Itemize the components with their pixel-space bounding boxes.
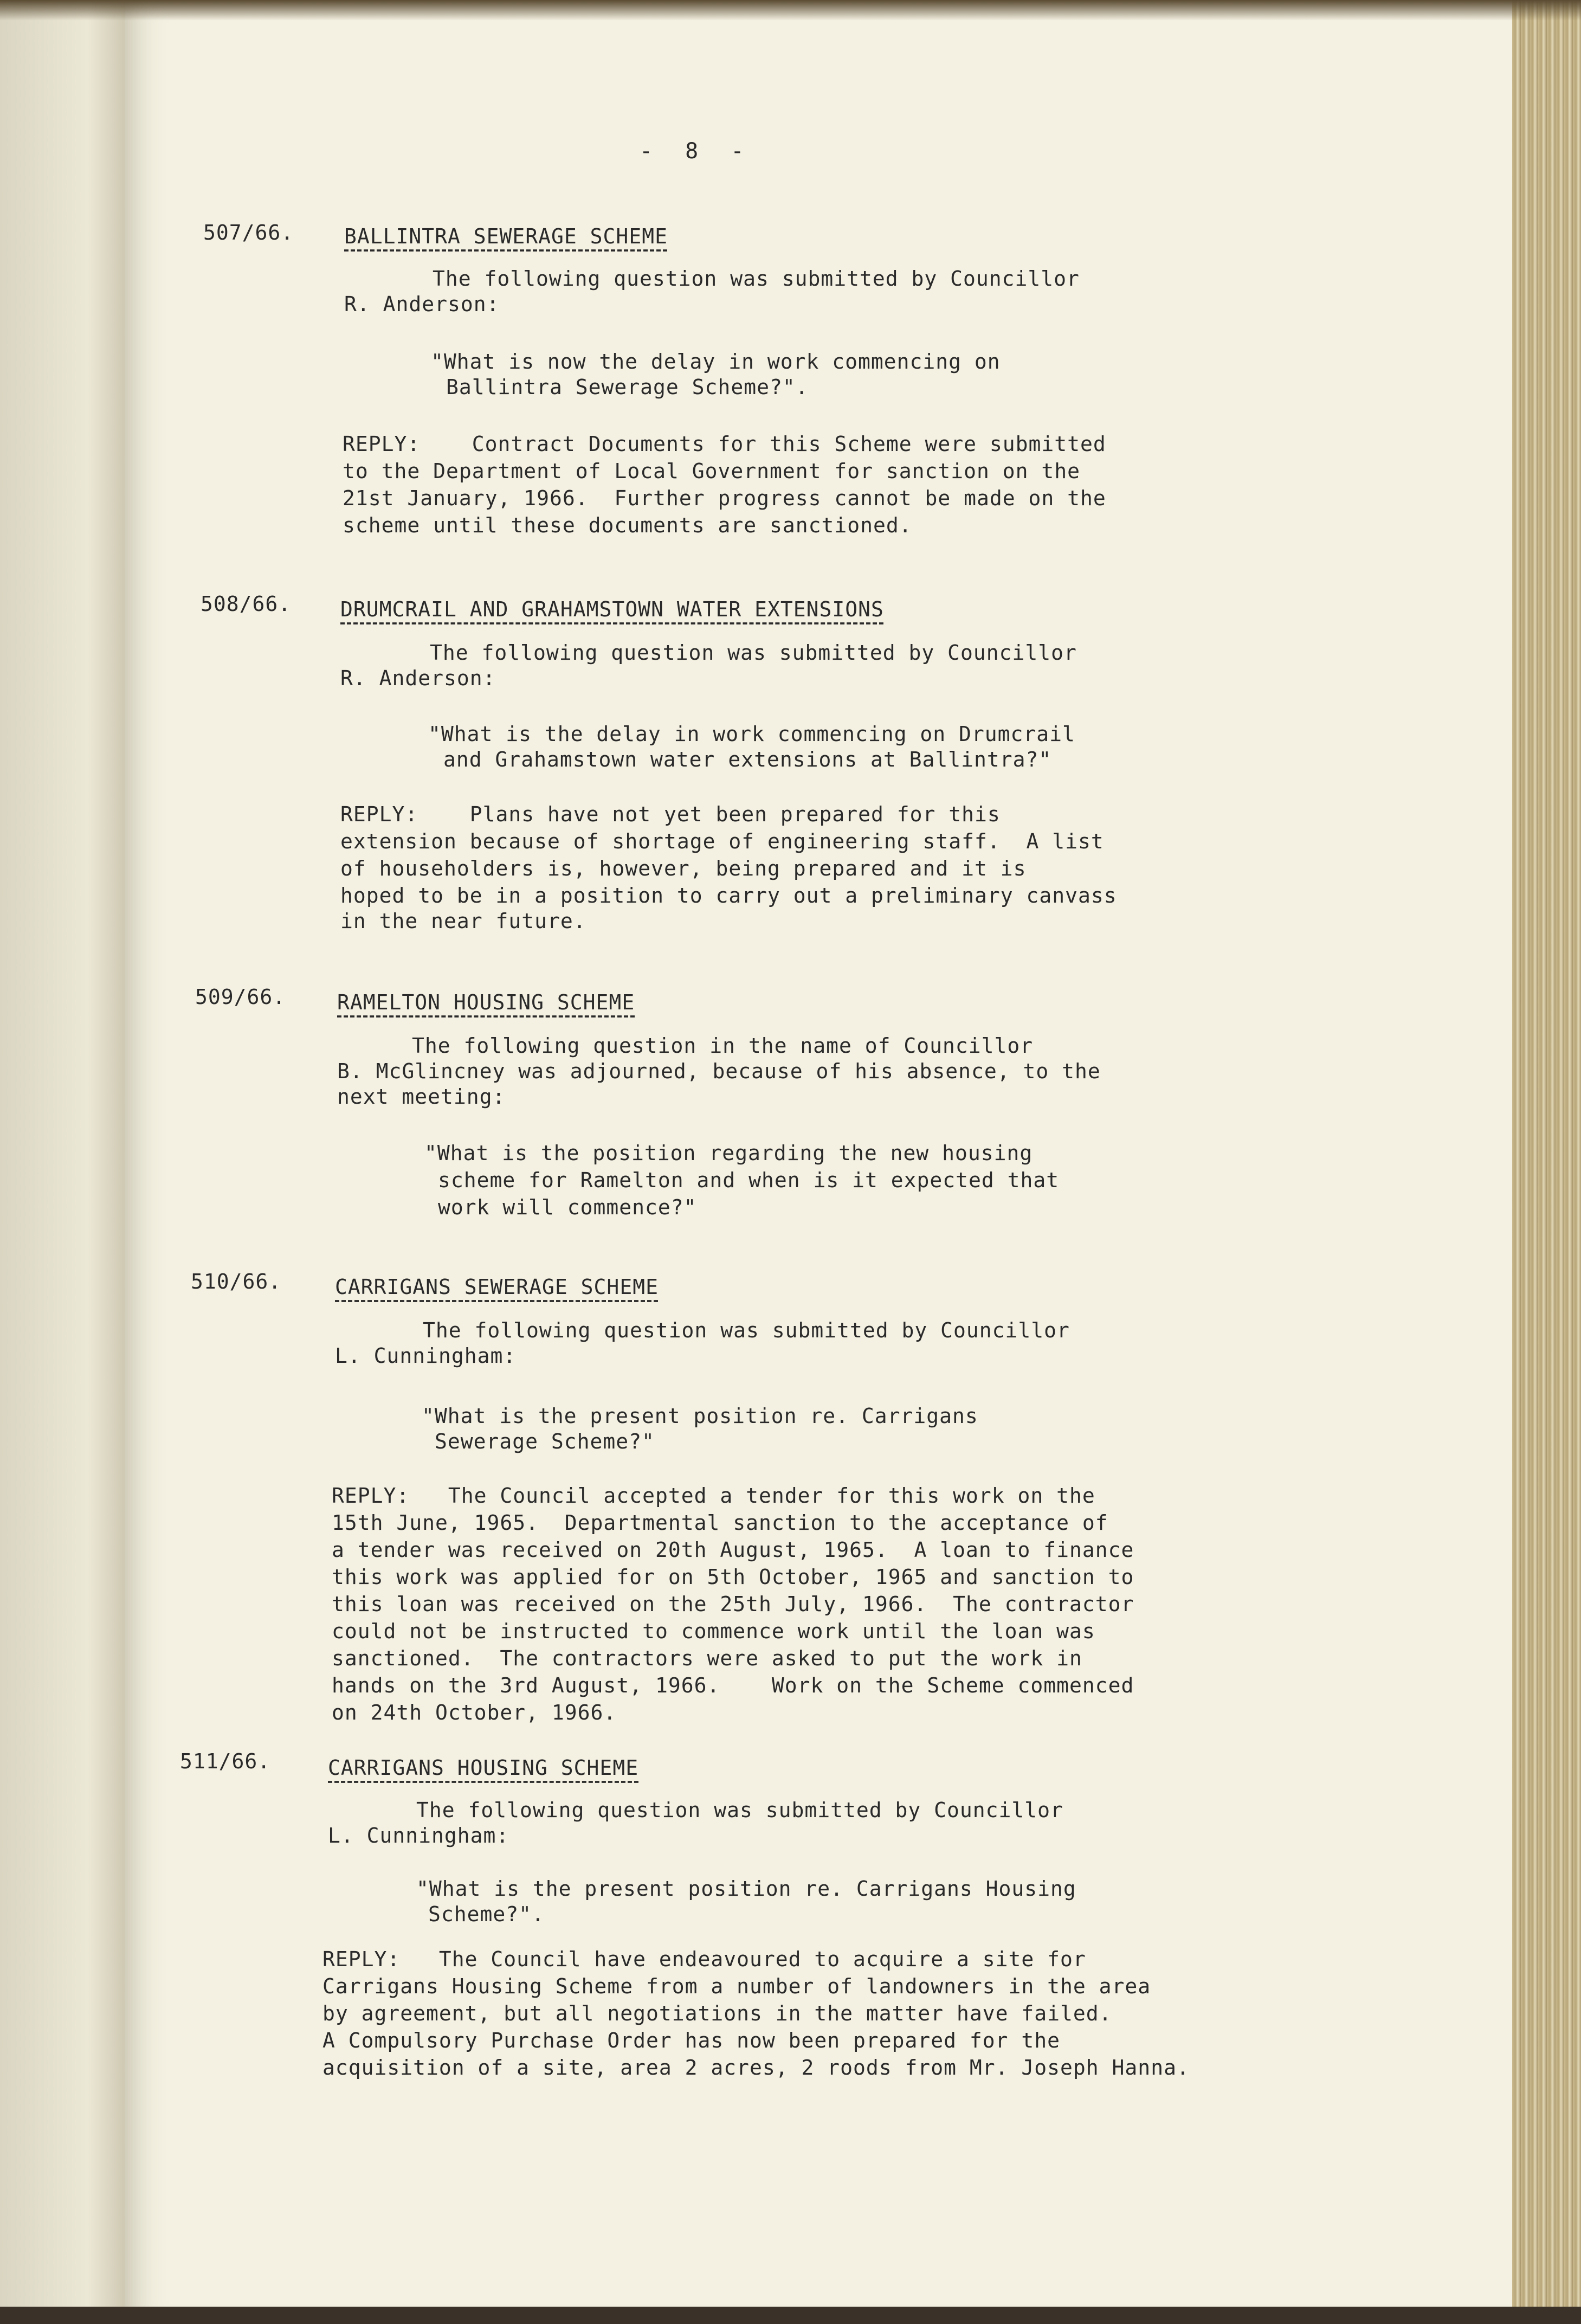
- reply-line: on 24th October, 1966.: [332, 1701, 617, 1724]
- reply-line: hands on the 3rd August, 1966. Work on the Scheme commenced: [332, 1673, 1134, 1697]
- intro-line: B. McGlincney was adjourned, because of his absence, to the: [337, 1059, 1101, 1083]
- intro-line: The following question was submitted by Councillor: [416, 1798, 1063, 1822]
- question-line: and Grahamstown water extensions at Ballintra?": [443, 748, 1052, 771]
- section-heading: RAMELTON HOUSING SCHEME: [337, 990, 635, 1014]
- reply-line: this loan was received on the 25th July, 1966. The contractor: [332, 1592, 1134, 1616]
- reply-line: REPLY: Contract Documents for this Scheme were submitted: [343, 432, 1106, 456]
- question-line: scheme for Ramelton and when is it expected that: [438, 1168, 1060, 1192]
- minute-number: 509/66.: [195, 985, 286, 1009]
- question-line: "What is the present position re. Carrigans: [422, 1404, 978, 1428]
- intro-line: The following question was submitted by Councillor: [423, 1318, 1070, 1342]
- question-line: Sewerage Scheme?": [435, 1430, 655, 1453]
- reply-line: A Compulsory Purchase Order has now been prepared for the: [322, 2029, 1061, 2052]
- reply-line: in the near future.: [340, 909, 586, 933]
- reply-line: could not be instructed to commence work until the loan was: [332, 1619, 1095, 1643]
- minute-number: 510/66.: [191, 1270, 282, 1293]
- minute-number: 508/66.: [201, 592, 292, 616]
- left-page-edge: [0, 0, 125, 2324]
- section-heading: BALLINTRA SEWERAGE SCHEME: [344, 224, 668, 248]
- reply-line: REPLY: Plans have not yet been prepared for this: [340, 802, 1001, 826]
- reply-line: acquisition of a site, area 2 acres, 2 roods from Mr. Joseph Hanna.: [322, 2056, 1190, 2080]
- bottom-shadow: [0, 2307, 1581, 2324]
- reply-line: 15th June, 1965. Departmental sanction to the acceptance of: [332, 1511, 1108, 1535]
- section-heading: DRUMCRAIL AND GRAHAMSTOWN WATER EXTENSIONS: [340, 597, 884, 621]
- reply-line: 21st January, 1966. Further progress cannot be made on the: [343, 486, 1106, 510]
- question-line: Ballintra Sewerage Scheme?".: [446, 375, 809, 399]
- section-heading: CARRIGANS SEWERAGE SCHEME: [335, 1275, 659, 1299]
- reply-line: REPLY: The Council accepted a tender for this work on the: [332, 1484, 1095, 1508]
- intro-line: next meeting:: [337, 1085, 506, 1109]
- reply-line: Carrigans Housing Scheme from a number of landowners in the area: [322, 1974, 1151, 1998]
- binding-edge: [1512, 0, 1581, 2324]
- intro-line: R. Anderson:: [340, 666, 496, 690]
- intro-line: The following question was submitted by Councillor: [430, 641, 1077, 665]
- minute-number: 507/66.: [203, 221, 294, 244]
- reply-line: hoped to be in a position to carry out a preliminary canvass: [340, 884, 1117, 907]
- question-line: "What is the delay in work commencing on Drumcrail: [428, 722, 1075, 746]
- intro-line: The following question in the name of Councillor: [412, 1034, 1034, 1058]
- reply-line: this work was applied for on 5th October, 1965 and sanction to: [332, 1565, 1134, 1589]
- reply-line: by agreement, but all negotiations in the matter have failed.: [322, 2001, 1112, 2025]
- question-line: "What is the position regarding the new housing: [424, 1141, 1033, 1165]
- intro-line: L. Cunningham:: [335, 1344, 517, 1368]
- reply-line: REPLY: The Council have endeavoured to acquire a site for: [322, 1947, 1086, 1971]
- reply-line: of householders is, however, being prepared and it is: [340, 857, 1027, 880]
- top-shadow: [0, 0, 1581, 21]
- reply-line: scheme until these documents are sanctioned.: [343, 513, 912, 537]
- reply-line: to the Department of Local Government for sanction on the: [343, 459, 1081, 483]
- question-line: "What is now the delay in work commencing on: [431, 350, 1001, 374]
- question-line: work will commence?": [438, 1195, 697, 1219]
- intro-line: The following question was submitted by Councillor: [433, 267, 1080, 291]
- question-line: Scheme?".: [428, 1902, 545, 1926]
- reply-line: sanctioned. The contractors were asked to put the work in: [332, 1646, 1082, 1670]
- intro-line: R. Anderson:: [344, 292, 500, 316]
- intro-line: L. Cunningham:: [328, 1824, 509, 1847]
- minute-number: 511/66.: [180, 1749, 271, 1773]
- reply-line: a tender was received on 20th August, 1965. A loan to finance: [332, 1538, 1134, 1562]
- page-number: - 8 -: [640, 139, 754, 164]
- question-line: "What is the present position re. Carrigans Housing: [416, 1877, 1076, 1901]
- section-heading: CARRIGANS HOUSING SCHEME: [328, 1756, 639, 1780]
- reply-line: extension because of shortage of engineering staff. A list: [340, 829, 1104, 853]
